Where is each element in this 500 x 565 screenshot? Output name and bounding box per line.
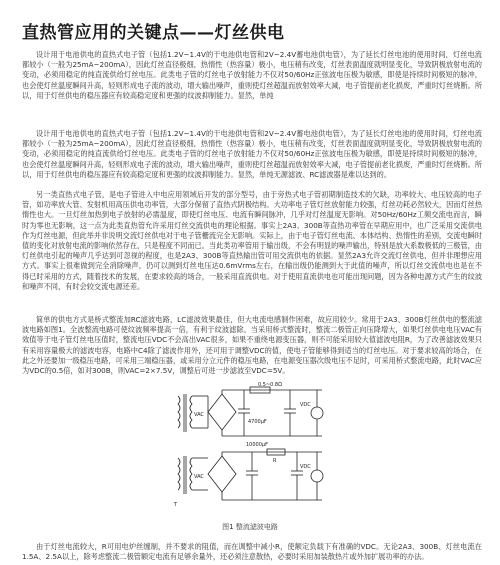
transformer-primary-bottom [178, 458, 180, 490]
figure-caption: 图1 整流滤波电路 [222, 523, 278, 531]
filament-top [311, 407, 323, 419]
resistor-value-label: 0.5~0.8Ω [258, 382, 282, 388]
bridge-rectifier-top [208, 394, 236, 430]
vac-top-label: VAC [194, 412, 204, 418]
paragraph-3: 另一类直热式电子管，是电子管进入中电应用领域后开发的部分型号，由于旁热式电子管初期制造技术的欠缺，功率较大、电压较高的电子管，如功率放大管、发射机用高压供电功率管，大部分保留了直热式阴极结构。大功率电子管灯丝放射能力较强，灯丝功耗必然较大，因而灯丝热惰性也大。一旦灯丝加热到电子放射的必需温度，即使灯丝电压、电流有瞬间脉冲，几乎对灯丝温度无影响。对50Hz/60Hz工频交流电而言，瞬时为零也无影响，这一点为此类直热管允许采用灯丝交流供电的理论根据。事实上2A3、300B等直热功率管在早期应用中，也广泛采用交流供电作为灯丝电源，但此举并非说明交流灯丝供电对于电子管栅流完全无影响。实际上，由于电子管灯丝电流、本体结构、热惰性的差别，交流电瞬时值的变化对放射电流的影响依然存在，只是程度不同而已。当此类功率管用于输出级，不会有明显的噪声输出，特别是放大系数极低的三极管，由灯丝供电引起的噪声几乎达到可忽视的程度，也是2A3、300B等直热输出管可用交流供电的依据。显然2A3允许交流灯丝供电，但并非理想应用方式。事实上很难做到完全消除噪声，仍可以测到灯丝电压达0.6mVrms左右，在输出级仍能测到大于此值的噪声，所以灯丝交流供电也是在不得已时采用的方式，随着技术的发展，在要求较高的场合，一般采用直流供电。对于使用直流供电也可能出现问题，因为各种电源方式产生的纹波和噪声不同，有时会较交流电源还差。 [22, 190, 483, 291]
capacitor-bottom-label: 10000μF [246, 442, 268, 448]
transformer-secondary-bottom [190, 458, 192, 490]
vdc-bottom-label: VDC [300, 464, 311, 470]
transformer-secondary-top [190, 396, 192, 428]
capacitor-top-label: 4700μF [248, 419, 267, 425]
paragraph-4: 简单的供电方式是桥式整流加RC滤波电路，LC滤波效果最佳，但大电流电感制作困难，故应用较少。常用于2A3、300B灯丝供电的整流滤波电路如图1。全波整流电路可使纹波频率提高一倍，有利于纹波滤除。当采用桥式整流时，整流二极管正向压降增大，如果灯丝供电电压VAC有效值等于电子管灯丝电压值时，整流电压VDC不会高出VAC很多，如果不重绕电源变压器，则不可能采用较大值滤波电阻R，为了改善滤波效果只有采用容量极大的滤波电容，电路中C4除了滤波作用外，还可用于调整VDC的值，使电子管能够得到适当的灯丝电压。对于要求较高的场合，在此之外还要加一级稳压电路，可采用三端稳压器，或采用分立元件的稳压电路，在电源变压器次级电压不足时，可采用桥式整流电路，此时VAC应为VDC的0.5倍，如对300B，则VAC=2×7.5V，调整后可进一步滤波至VDC=5V。 [22, 315, 482, 376]
circuit-figure [172, 382, 332, 517]
rectifier-filter-circuit [172, 382, 332, 517]
paragraph-2: 设计用于电池供电的直热式电子管（包括1.2V~1.4V的干电池供电管和2V~2.4V蓄电池供电管），为了延长灯丝电池的使用时间，灯丝电流都较小（一般为25mA~200mA），因此灯丝直径极细，热惰性（热容量）极小，电压稍有改变，灯丝表面温度就明显变化，导致阴极放射电流的变动，必须用稳定的纯直流供给灯丝电压。此类电子管的灯丝电子放射能力不仅对50/60Hz正弦波电压极为敏感，即使是持续时间极短的脉冲，也会使灯丝温度瞬间升高，轻则形成电子流的波动，增大输出噪声，重则使灯丝超温而放射效率大减，电子管提前老化损废，严重时灯丝烧断。所以，用于灯丝供电的稳压器应有较高稳定度和更强的纹波抑制能力。显然，单纯无源滤波、RC滤波器是难以达到的。 [22, 129, 483, 179]
filament-bottom [311, 470, 323, 482]
transformer-primary-top [178, 396, 180, 428]
paragraph-1: 设计用于电池供电的直热式电子管（包括1.2V~1.4V的干电池供电管和2V~2.4V蓄电池供电管），为了延长灯丝电池的使用时间，灯丝电流都较小（一般为25mA~200mA），因此灯丝直径极细，热惰性（热容量）极小，电压稍有改变，灯丝表面温度就明显变化，导致阴极放射电流的变动，必须用稳定的纯直流供给灯丝电压。此类电子管的灯丝电子放射能力不仅对50/60Hz正弦波电压极为敏感，即使是持续时间极短的脉冲，也会使灯丝温度瞬间升高，轻则形成电子流的波动，增大输出噪声，重则使灯丝超温而放射效率大减，电子管提前老化损废，严重时灯丝烧断。所以，用于灯丝供电的稳压器应有较高稳定度和更强的纹波抑制能力。显然，单纯 [22, 50, 483, 100]
bridge-rectifier-bottom [208, 456, 236, 492]
vac-bottom-label: VAC [194, 474, 204, 480]
vdc-top-label: VDC [300, 402, 311, 408]
r-label: R [273, 458, 277, 464]
page-title: 直热管应用的关键点——灯丝供电 [22, 23, 285, 43]
t-label: T [174, 502, 178, 508]
paragraph-5: 由于灯丝电流较大，R可用电炉丝缠制，并不要求的阻值，而在调整中减小R，使额定负载下有准确的VDC。无论2A3、300B、灯丝电流在1.5A、2.5A以上，除考虑整流二极管额定电流有足够余量外，还必须注意散热，必要时采用加装散热片或外加扩展功率的办法。 [22, 542, 482, 562]
